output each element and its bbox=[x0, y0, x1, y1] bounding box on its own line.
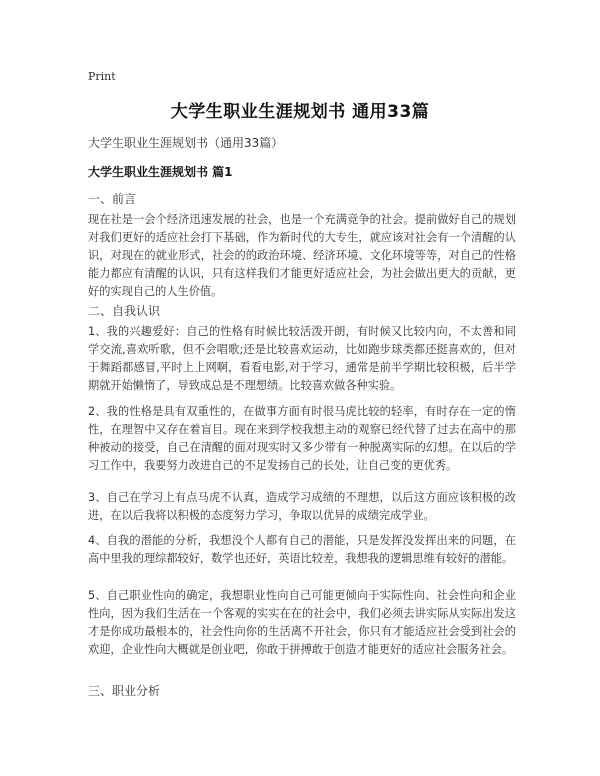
section-heading-preface: 一、前言 bbox=[88, 192, 137, 206]
paragraph-preface: 现在社是一会个经济迅速发展的社会，也是一个充满竞争的社会。提前做好自己的规划对我们更好的适应社会打下基础，作为新时代的大专生，就应该对社会有一个清醒的认识，对现在的就业形式，社会的的政治环境、经济环境、文化环境等等，对自己的性格能力都应有清醒的认识，只有这样我们才能更好适应社会，为社会做出更大的贡献，更好的实现自己的人生价值。 bbox=[88, 213, 516, 298]
paragraph-personality: 2、我的性格是具有双重性的，在做事方面有时很马虎比较的轻率，有时存在一定的惰性，在理智中又存在着盲目。现在来到学校我想主动的观察已经代替了过去在高中的那种被动的接受，自己在清醒的面对现实时又多少带有一种脱离实际的幻想。在以后的学习工作中，我要努力改进自己的不足发扬自己的长处，让自己变的更优秀。 bbox=[88, 405, 516, 472]
print-link[interactable]: Print bbox=[88, 70, 116, 83]
section-heading-self-knowledge: 二、自我认识 bbox=[88, 304, 161, 318]
paragraph-study-attitude: 3、自己在学习上有点马虎不认真，造成学习成绩的不理想，以后这方面应该积极的改进，在以后我将以积极的态度努力学习，争取以优异的成绩完成学业。 bbox=[88, 491, 516, 522]
document-subtitle: 大学生职业生涯规划书（通用33篇） bbox=[88, 136, 284, 150]
page-title: 大学生职业生涯规划书 通用33篇 bbox=[170, 102, 430, 122]
article-heading: 大学生职业生涯规划书 篇1 bbox=[88, 165, 233, 179]
paragraph-career-orientation: 5、自己职业性向的确定，我想职业性向自己可能更倾向于实际性向、社会性向和企业性向，因为我们生活在一个客观的实实在在的社会中，我们必须去讲实际从实际出发这才是你成功最根本的，社会性向你的生活离不开社会，你只有才能适应社会受到社会的欢迎，企业性向大概就是创业吧，你敢于拼搏敢于创造才能更好的适应社会服务社会。 bbox=[88, 589, 516, 656]
paragraph-potential: 4、自我的潜能的分析，我想没个人都有自己的潜能，只是发挥没发挥出来的问题，在高中里我的理综都较好，数学也还好，英语比较差，我想我的逻辑思维有较好的潜能。 bbox=[88, 534, 516, 565]
paragraph-interests: 1、我的兴趣爱好：自己的性格有时候比较活泼开朗，有时候又比较内向，不太善和同学交流,喜欢听歌，但不会唱歌;还是比较喜欢运动，比如跑步球类都还挺喜欢的，但对于舞蹈都感冒,平时上上网啊，看看电影,对于学习，通常是前半学期比较积极，后半学期就开始懒惰了，导致成总是不理想绩。比较喜欢做各种实验。 bbox=[88, 325, 516, 392]
section-heading-career-analysis: 三、职业分析 bbox=[88, 684, 161, 698]
